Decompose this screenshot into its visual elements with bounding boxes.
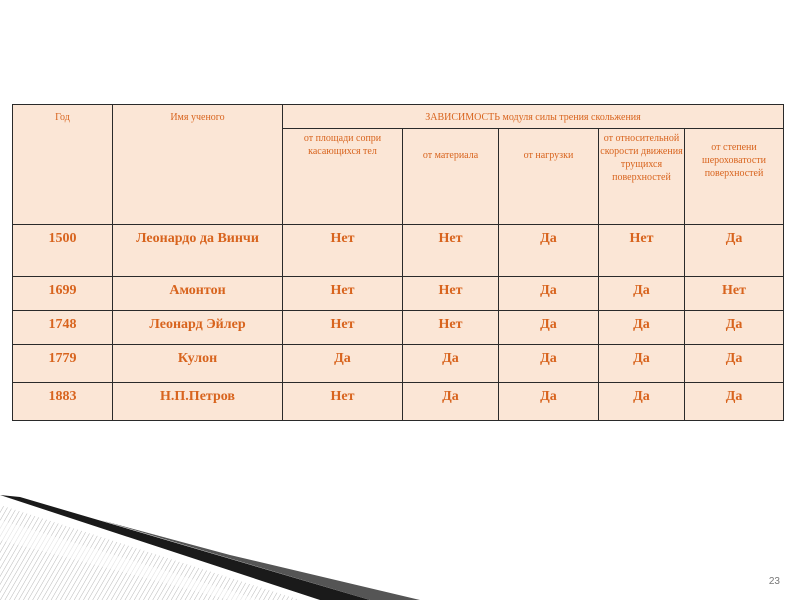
cell-value: Да xyxy=(499,277,599,311)
cell-value: Нет xyxy=(283,225,403,277)
cell-value: Нет xyxy=(403,311,499,345)
header-year: Год xyxy=(13,105,113,225)
cell-value: Да xyxy=(499,383,599,421)
header-load: от нагрузки xyxy=(499,129,599,225)
cell-year: 1500 xyxy=(13,225,113,277)
cell-year: 1748 xyxy=(13,311,113,345)
cell-value: Да xyxy=(599,311,685,345)
slide-number: 23 xyxy=(768,576,780,587)
header-scientist: Имя ученого xyxy=(113,105,283,225)
cell-value: Да xyxy=(685,225,784,277)
cell-name: Леонардо да Винчи xyxy=(113,225,283,277)
cell-value: Да xyxy=(403,345,499,383)
cell-name: Амонтон xyxy=(113,277,283,311)
cell-value: Нет xyxy=(283,311,403,345)
cell-value: Да xyxy=(599,277,685,311)
cell-value: Да xyxy=(499,311,599,345)
cell-value: Нет xyxy=(283,277,403,311)
cell-name: Н.П.Петров xyxy=(113,383,283,421)
cell-value: Да xyxy=(685,345,784,383)
cell-value: Да xyxy=(499,225,599,277)
cell-value: Нет xyxy=(403,225,499,277)
cell-year: 1779 xyxy=(13,345,113,383)
header-dependence: ЗАВИСИМОСТЬ модуля силы трения скольжения xyxy=(283,105,784,129)
cell-name: Кулон xyxy=(113,345,283,383)
header-material: от материала xyxy=(403,129,499,225)
cell-value: Да xyxy=(403,383,499,421)
cell-value: Нет xyxy=(283,383,403,421)
cell-value: Да xyxy=(599,345,685,383)
header-speed: от относительной скорости движения трущихся поверхностей xyxy=(599,129,685,225)
cell-name: Леонард Эйлер xyxy=(113,311,283,345)
cell-value: Да xyxy=(283,345,403,383)
cell-value: Да xyxy=(685,383,784,421)
cell-value: Да xyxy=(685,311,784,345)
cell-value: Нет xyxy=(599,225,685,277)
header-area: от площади сопри касающихся тел xyxy=(283,129,403,225)
cell-value: Да xyxy=(499,345,599,383)
cell-value: Да xyxy=(599,383,685,421)
cell-year: 1699 xyxy=(13,277,113,311)
cell-value: Нет xyxy=(685,277,784,311)
cell-value: Нет xyxy=(403,277,499,311)
header-roughness: от степени шероховатости поверхностей xyxy=(685,129,784,225)
cell-year: 1883 xyxy=(13,383,113,421)
